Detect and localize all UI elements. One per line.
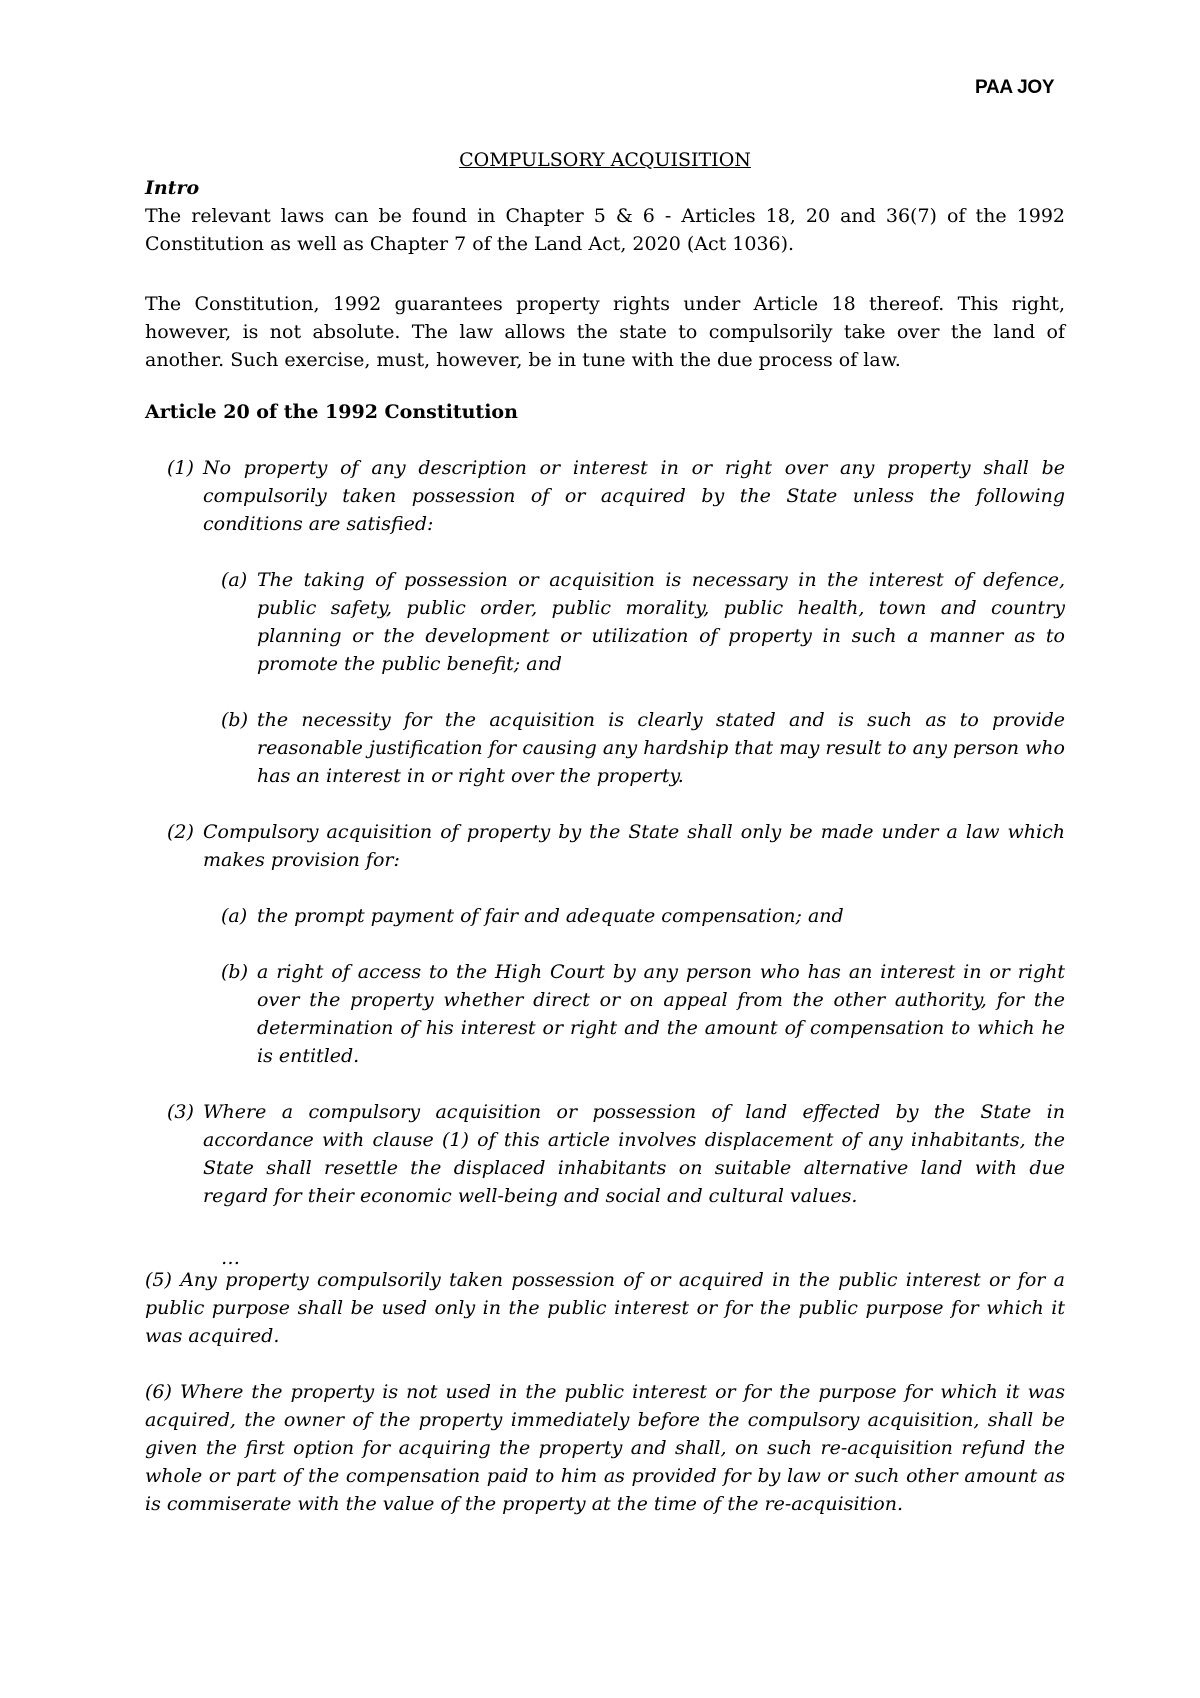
intro-paragraph-2: The Constitution, 1992 guarantees property rights under Article 18 thereof. This right, however, is not absolute. The law allows the state to compulsorily take over the land of another. Such exercise, must, however, be in tune with the due process of law. xyxy=(145,293,1065,371)
intro-label: Intro xyxy=(145,177,200,199)
clause-text: Compulsory acquisition of property by the State shall only be made under a law which makes provision for: xyxy=(203,821,1065,871)
intro-paragraph-1: The relevant laws can be found in Chapter 5 & 6 - Articles 18, 20 and 36(7) of the 1992 Constitution as well as Chapter 7 of the Land Act, 2020 (Act 1036). xyxy=(145,205,1065,255)
clause-2b xyxy=(221,958,1065,1070)
clause-number: (b) xyxy=(221,709,248,731)
clause-1 xyxy=(167,454,1065,538)
clause-number: (3) xyxy=(167,1101,194,1123)
document-title: COMPULSORY ACQUISITION xyxy=(459,149,751,171)
clause-text: the necessity for the acquisition is clearly stated and is such as to provide reasonable justification for causing any hardship that may result to any person who has an interest in or right over the property. xyxy=(257,709,1065,787)
author-header: PAA JOY xyxy=(975,77,1055,98)
article-heading: Article 20 of the 1992 Constitution xyxy=(145,401,518,423)
clause-text: Where a compulsory acquisition or possession of land effected by the State in accordance with clause (1) of this article involves displacement of any inhabitants, the State shall resettle the displaced inhabitants on suitable alternative land with due regard for their economic well-being and social and cultural values. xyxy=(203,1101,1065,1207)
clause-text: the prompt payment of fair and adequate compensation; and xyxy=(257,905,844,927)
clause-text: a right of access to the High Court by any person who has an interest in or right over the property whether direct or on appeal from the other authority, for the determination of his interest or right and the amount of compensation to which he is entitled. xyxy=(257,961,1065,1067)
clause-text: The taking of possession or acquisition is necessary in the interest of defence, public safety, public order, public morality, public health, town and country planning or the development or utilization of property in such a manner as to promote the public benefit; and xyxy=(257,569,1065,675)
clause-number: (1) xyxy=(167,457,194,479)
clause-6: (6) Where the property is not used in the public interest or for the purpose for which it was acquired, the owner of the property immediately before the compulsory acquisition, shall be given the first option for acquiring the property and shall, on such re-acquisition refund the whole or part of the compensation paid to him as provided for by law or such other amount as is commiserate with the value of the property at the time of the re-acquisition. xyxy=(145,1381,1065,1515)
clause-number: (2) xyxy=(167,821,194,843)
clause-1b xyxy=(221,706,1065,790)
clause-5: (5) Any property compulsorily taken possession of or acquired in the public interest or for a public purpose shall be used only in the public interest or for the public purpose for which it was acquired. xyxy=(145,1269,1065,1347)
clause-3 xyxy=(167,1098,1065,1210)
clause-1a xyxy=(221,566,1065,678)
clause-number: (a) xyxy=(221,905,248,927)
clause-2a xyxy=(221,902,1065,930)
clause-number: (b) xyxy=(221,961,248,983)
clause-2 xyxy=(167,818,1065,874)
clause-number: (a) xyxy=(221,569,248,591)
clause-text: No property of any description or interest in or right over any property shall be compulsorily taken possession of or acquired by the State unless the following conditions are satisfied: xyxy=(203,457,1065,535)
omission-ellipsis: … xyxy=(221,1247,240,1269)
